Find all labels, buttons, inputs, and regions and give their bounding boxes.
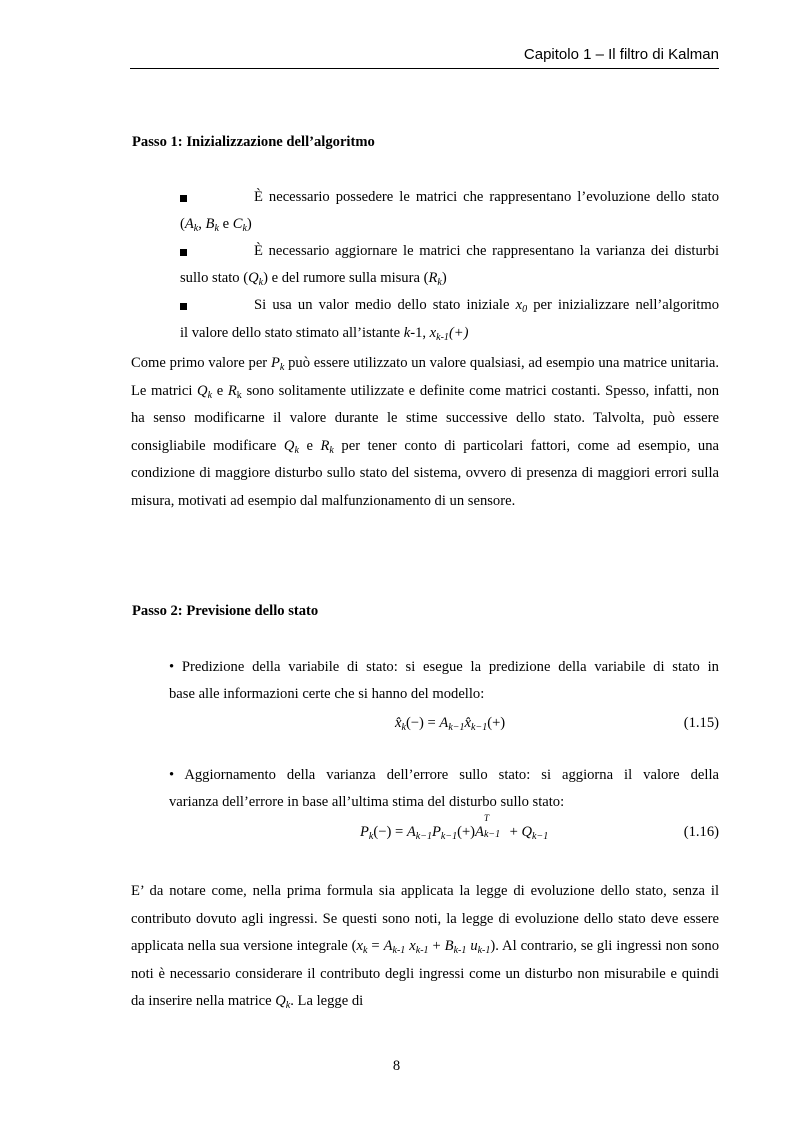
bullet2-line2: sullo stato $(Q_k)$ e del rumore sulla misura $(R_k)$ [180, 270, 447, 288]
equation-number-1-16: (1.16) [683, 824, 719, 840]
bullet1-line2: ($A_k$, $B_k$ e $C_k$) [180, 216, 252, 234]
page-number: 8 [392, 1058, 401, 1074]
prediction-item-line2: base alle informazioni certe che si hanno del modello: [169, 686, 485, 702]
bullet3-line1: Si usa un valor medio dello stato iniziale $x_0$ per inizializzare nell’algoritmo [254, 297, 719, 315]
paragraph-state-evolution: E’ da notare come, nella prima formula sia applicata la legge di evoluzione dello stato, senza il contributo dovuto agli ingressi. Se questi sono noti, la legge di evoluzione dello stato deve essere applicata nella sua versione integrale ($x_k = A_{k-1}$ $x_{k-1} + B_{k-1}$ $u_{k-1}$). Al contrario, se gli ingressi non sono noti è necessario considerare il contributo degli ingressi come un disturbo non misurabile e quindi da inserire nella matrice $Q_k$. La legge di [131, 883, 720, 1011]
step1-heading: Passo 1: Inizializzazione dell’algoritmo [132, 134, 375, 150]
step2-heading: Passo 2: Previsione dello stato [132, 603, 319, 619]
header-divider [130, 68, 719, 69]
bullet-dot-icon: • [169, 767, 175, 783]
square-bullet-icon [180, 195, 187, 202]
paragraph-initialization: Come primo valore per $P_k$ può essere utilizzato un valore qualsiasi, ad esempio una matrice unitaria. Le matrici $Q_k$ e $R_k$ sono solitamente utilizzate e definite come matrici costanti. Spesso, infatti, non ha senso modificarne il valore durante le stime successive dello stato. Talvolta, può essere consigliabile modificare $Q_k$ e $R_k$ per tener conto di particolari fattori, come ad esempio, una condizione di maggiore disturbo sullo stato del sistema, ovvero di presenza di maggiori errori sulla misura, motivati ad esempio dal malfunzionamento di un sensore. [131, 355, 719, 509]
equation-number-1-15: (1.15) [683, 715, 719, 731]
square-bullet-icon [180, 249, 187, 256]
bullet2-line1: È necessario aggiornare le matrici che rappresentano la varianza dei disturbi [254, 243, 719, 259]
variance-item-line1: • Aggiornamento della varianza dell’errore sullo stato: si aggiorna il valore della [169, 767, 719, 783]
running-header: Capitolo 1 – Il filtro di Kalman [523, 46, 719, 63]
formula-1-15: $x̂_k(-)$ = $A_{k-1}x̂_{k-1}(+)$ [395, 715, 506, 733]
bullet-dot-icon: • [169, 659, 175, 675]
formula-1-16: $P_k(-) = A_{k-1}P_{k-1}(+)A$ T k−1 + $Q_{k-1}$ [360, 813, 549, 842]
bullet1-line1: È necessario possedere le matrici che rappresentano l’evoluzione dello stato [254, 189, 719, 205]
square-bullet-icon [180, 303, 187, 310]
variance-item-line2: varianza dell’errore in base all’ultima stima del disturbo sullo stato: [169, 794, 565, 810]
bullet3-line2: il valore dello stato stimato all’istante k-1, $x_{k-1}(+)$ [180, 325, 469, 343]
prediction-item-line1: • Predizione della variabile di stato: si esegue la predizione della variabile di stato in [169, 659, 719, 675]
